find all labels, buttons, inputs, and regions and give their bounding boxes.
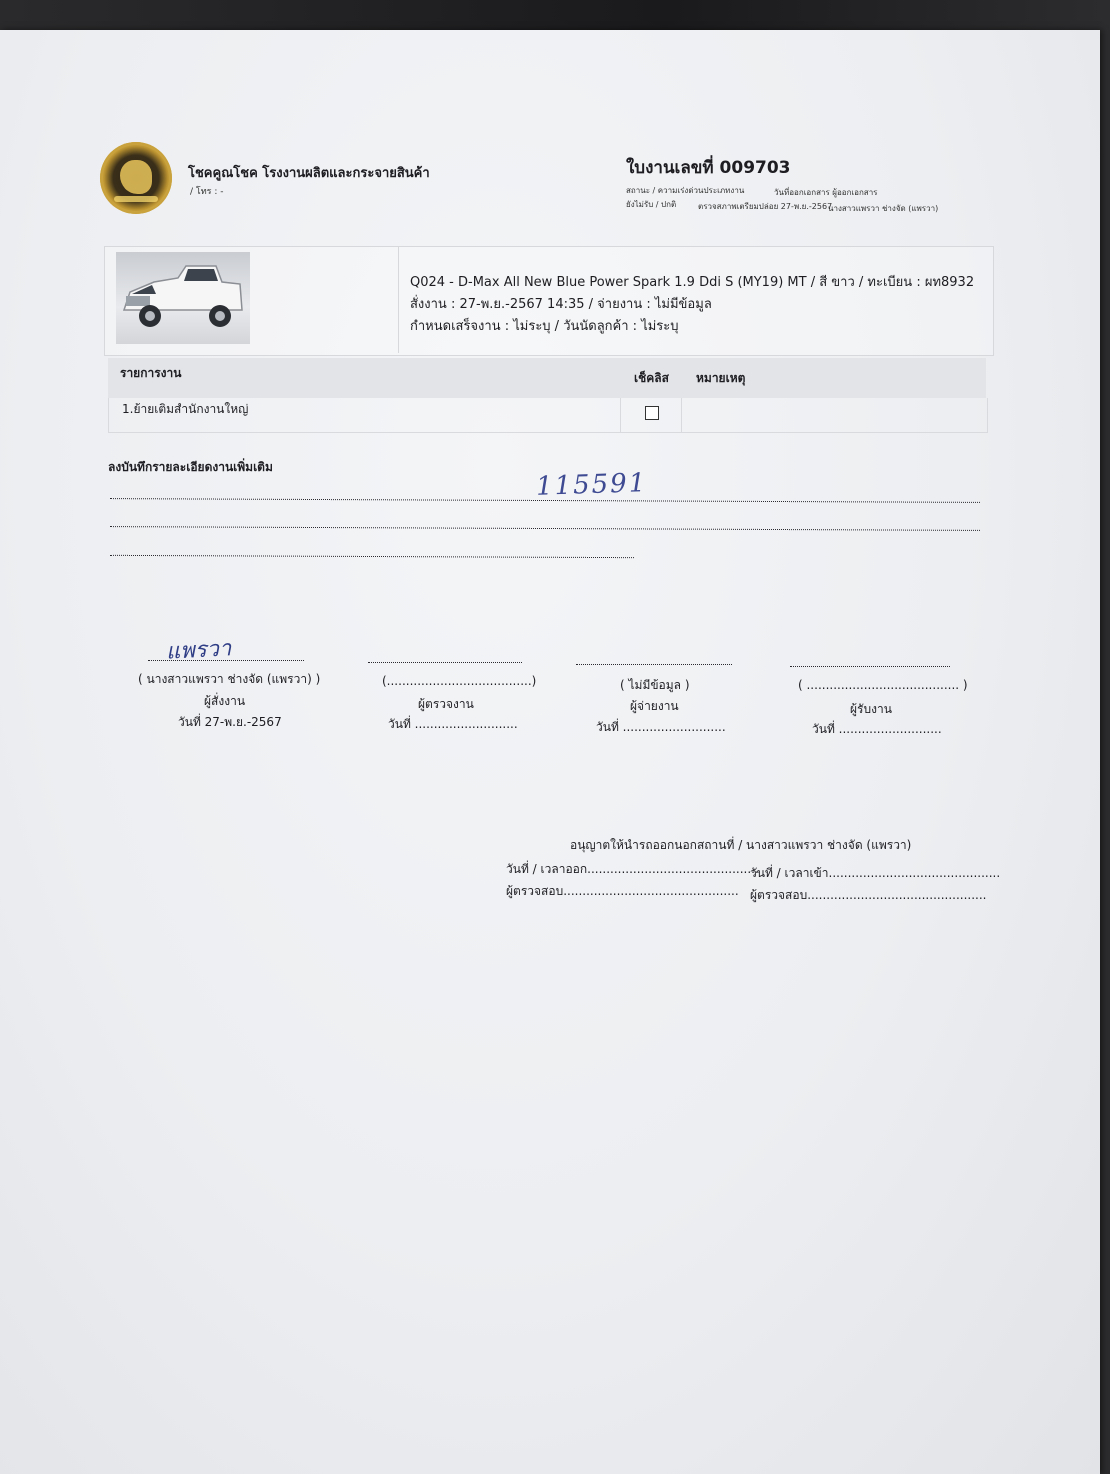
- permit-checker-out: ผู้ตรวจสอบ..............................................: [506, 884, 739, 898]
- handwritten-note: 115591: [535, 468, 648, 502]
- inspector-name: (......................................): [382, 674, 537, 688]
- col-header-remark: หมายเหตุ: [696, 371, 746, 385]
- meta-status-label: สถานะ / ความเร่งด่วนประเภทงาน: [626, 186, 745, 195]
- orderer-role: ผู้สั่งงาน: [204, 694, 246, 708]
- meta-type-value: ตรวจสภาพเตรียมปล่อย 27-พ.ย.-2567: [698, 202, 833, 211]
- column-divider: [620, 398, 621, 432]
- dispatcher-role: ผู้จ่ายงาน: [630, 699, 679, 713]
- task-checkbox[interactable]: [645, 406, 659, 420]
- dispatcher-date: วันที่ ...........................: [596, 720, 726, 734]
- dispatcher-name: ( ไม่มีข้อมูล ): [620, 678, 690, 692]
- inspector-role: ผู้ตรวจงาน: [418, 697, 474, 711]
- col-header-checklist: เช็คลิส: [634, 371, 669, 385]
- orderer-date: วันที่ 27-พ.ย.-2567: [178, 715, 282, 729]
- task-item: 1.ย้ายเติมสำนักงานใหญ่: [122, 402, 249, 416]
- signature-line: [790, 666, 950, 667]
- vehicle-photo: [116, 252, 250, 344]
- permit-checker-in: ผู้ตรวจสอบ...............................................: [750, 888, 987, 902]
- vehicle-due-dates: กำหนดเสร็จงาน : ไม่ระบุ / วันนัดลูกค้า : ไม่ระบุ: [410, 319, 679, 334]
- task-table-header: [108, 358, 986, 398]
- meta-issue-label: วันที่ออกเอกสาร ผู้ออกเอกสาร: [774, 188, 878, 197]
- orderer-name: ( นางสาวแพรวา ช่างจัด (แพรวา) ): [138, 672, 321, 686]
- vehicle-order-dates: สั่งงาน : 27-พ.ย.-2567 14:35 / จ่ายงาน : ไม่มีข้อมูล: [410, 297, 712, 312]
- permit-title: อนุญาตให้นำรถออกนอกสถานที่ / นางสาวแพรวา ช่างจัด (แพรวา): [570, 838, 912, 852]
- signature-line: [576, 664, 732, 665]
- permit-in-time: วันที่ / เวลาเข้า.............................................: [750, 866, 1001, 880]
- column-divider: [681, 398, 682, 432]
- company-name: โชคคูณโชค โรงงานผลิตและกระจายสินค้า: [188, 166, 430, 181]
- inspector-date: วันที่ ...........................: [388, 717, 518, 731]
- pickup-truck-icon: [116, 252, 250, 344]
- meta-issuer-value: นางสาวแพรวา ช่างจัด (แพรวา): [828, 204, 939, 213]
- receiver-role: ผู้รับงาน: [850, 702, 892, 716]
- vehicle-model: Q024 - D-Max All New Blue Power Spark 1.9 Ddi S (MY19) MT / สี ขาว / ทะเบียน : ผท8932: [410, 275, 975, 290]
- permit-out-time: วันที่ / เวลาออก.............................................: [506, 862, 759, 876]
- notes-label: ลงบันทึกรายละเอียดงานเพิ่มเติม: [108, 460, 273, 474]
- col-header-task: รายการงาน: [120, 366, 182, 380]
- company-phone: / โทร : -: [190, 187, 224, 197]
- work-order-title: ใบงานเลขที่ 009703: [626, 158, 791, 178]
- orderer-signature: แพรวา: [165, 636, 232, 665]
- logo-ring-icon: [114, 196, 158, 202]
- signature-line: [148, 660, 304, 661]
- receiver-date: วันที่ ...........................: [812, 722, 942, 736]
- signature-line: [368, 662, 522, 663]
- meta-status-value: ยังไม่รับ / ปกติ: [626, 200, 677, 209]
- vehicle-divider: [398, 247, 399, 353]
- logo-bird-icon: [120, 160, 152, 194]
- company-logo: [100, 142, 172, 214]
- receiver-name: ( ........................................ ): [798, 678, 968, 692]
